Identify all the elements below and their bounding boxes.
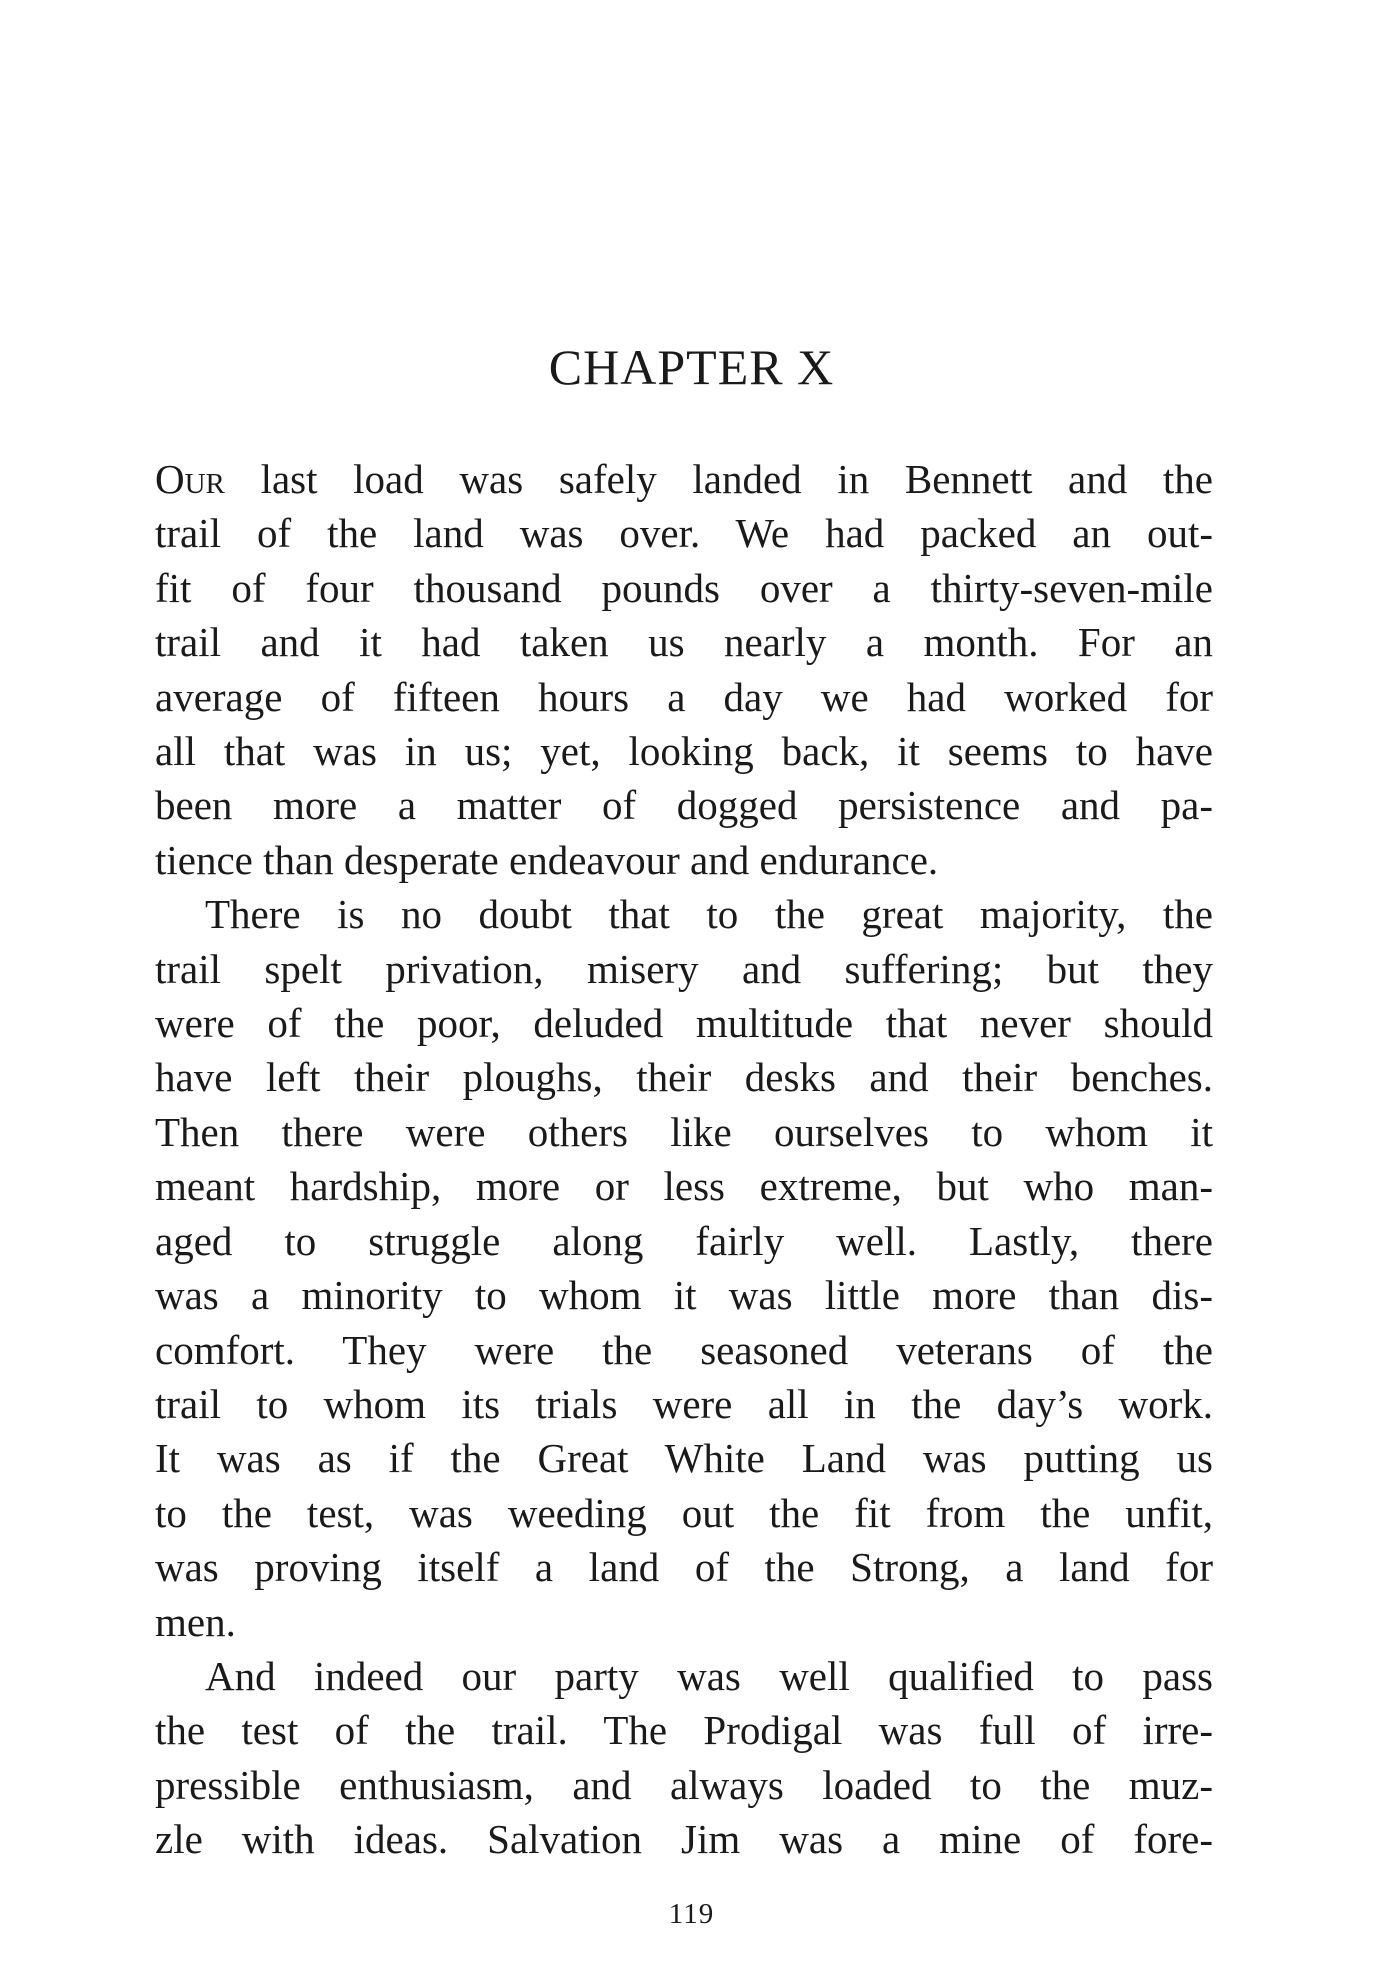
text-line: Then there were others like ourselves to whom it bbox=[155, 1108, 1213, 1155]
text-line: meant hardship, more or less extreme, but who man- bbox=[155, 1163, 1213, 1210]
text-line: trail and it had taken us nearly a month. For an bbox=[155, 619, 1213, 666]
text-line: trail of the land was over. We had packed an out- bbox=[155, 510, 1213, 557]
text-line: have left their ploughs, their desks and their benches. bbox=[155, 1054, 1213, 1101]
text-line: It was as if the Great White Land was putting us bbox=[155, 1435, 1213, 1482]
text-line: the test of the trail. The Prodigal was full of irre- bbox=[155, 1707, 1213, 1754]
text-line: There is no doubt that to the great majority, the bbox=[205, 891, 1213, 938]
text-line: trail spelt privation, misery and suffering; but they bbox=[155, 945, 1213, 992]
text-line bbox=[155, 452, 1213, 506]
text-line: been more a matter of dogged persistence and pa- bbox=[155, 782, 1213, 829]
text-line: And indeed our party was well qualified to pass bbox=[205, 1652, 1213, 1699]
chapter-heading: CHAPTER X bbox=[548, 339, 835, 395]
text-line: was proving itself a land of the Strong, a land for bbox=[155, 1544, 1213, 1591]
text-line: to the test, was weeding out the fit from the unfit, bbox=[155, 1489, 1213, 1536]
text-line: all that was in us; yet, looking back, it seems to have bbox=[155, 728, 1213, 775]
text-line: trail to whom its trials were all in the day’s work. bbox=[155, 1380, 1213, 1427]
text-line: comfort. They were the seasoned veterans of the bbox=[155, 1326, 1213, 1373]
text-line: aged to struggle along fairly well. Lastly, there bbox=[155, 1217, 1213, 1264]
text-line: fit of four thousand pounds over a thirty-seven-mile bbox=[155, 564, 1213, 611]
text-line: tience than desperate endeavour and endurance. bbox=[155, 836, 939, 883]
body-text bbox=[155, 452, 1213, 1867]
text-line: men. bbox=[155, 1598, 236, 1645]
line-text: last load was safely landed in Bennett and the bbox=[224, 456, 1213, 502]
page-number: 119 bbox=[668, 1898, 715, 1930]
text-line: average of fifteen hours a day we had worked for bbox=[155, 673, 1213, 720]
text-line: zle with ideas. Salvation Jim was a mine of fore- bbox=[155, 1816, 1213, 1863]
text-line: were of the poor, deluded multitude that never should bbox=[155, 1000, 1213, 1047]
opening-word: Our bbox=[155, 456, 225, 502]
text-line: pressible enthusiasm, and always loaded to the muz- bbox=[155, 1761, 1213, 1808]
text-line: was a minority to whom it was little more than dis- bbox=[155, 1272, 1213, 1319]
